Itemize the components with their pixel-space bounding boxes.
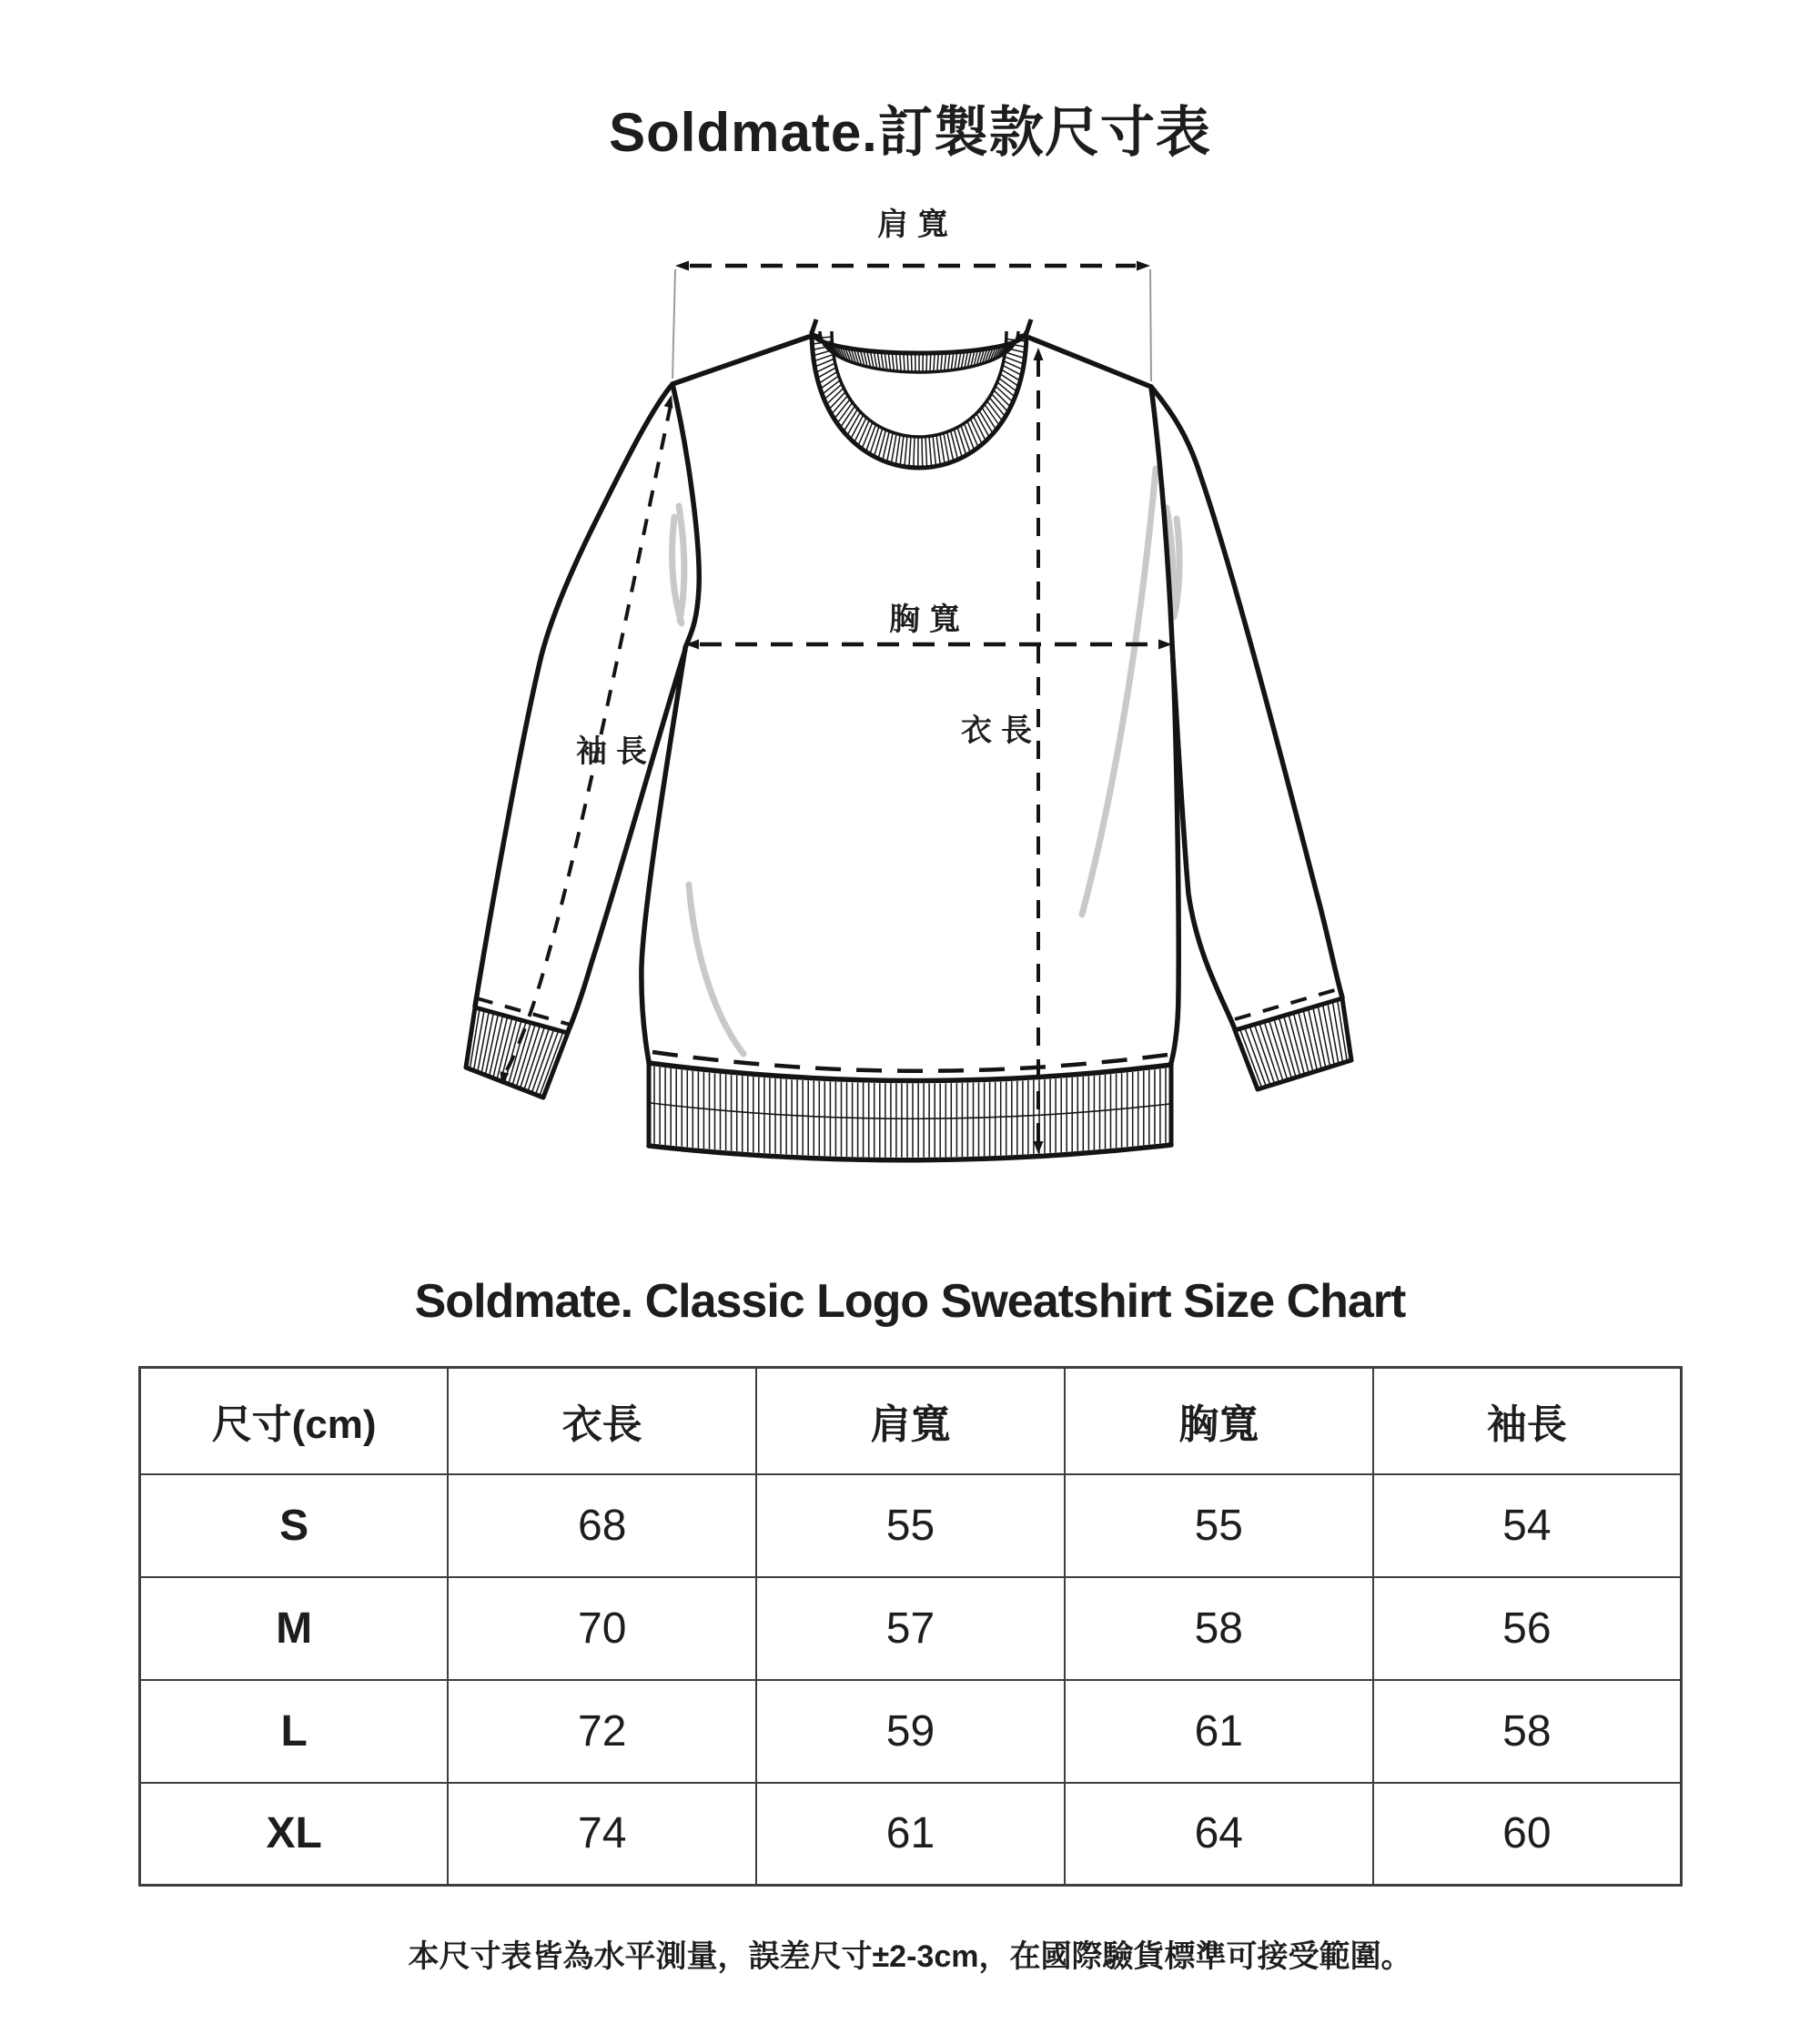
page-title: Soldmate.訂製款尺寸表 [609, 102, 1211, 163]
crease-left-body [689, 885, 743, 1054]
value-cell: 68 [448, 1474, 756, 1577]
value-cell: 57 [756, 1577, 1065, 1680]
value-cell: 64 [1065, 1783, 1373, 1886]
size-chart-title: Soldmate. Classic Logo Sweatshirt Size Chart [414, 1275, 1406, 1328]
value-cell: 74 [448, 1783, 756, 1886]
left-sleeve-inner [568, 650, 685, 1032]
sleeve-length-label: 袖長 [576, 734, 656, 769]
value-cell: 59 [756, 1680, 1065, 1783]
header-row [140, 1368, 1682, 1474]
left-armhole-and-side [642, 384, 699, 1062]
column-header-sleeve: 袖長 [1373, 1368, 1682, 1474]
left-cuff [466, 998, 571, 1098]
crease-right-body [1082, 469, 1156, 915]
column-header-chest: 胸寬 [1065, 1368, 1373, 1474]
size-cell: XL [140, 1783, 449, 1886]
hem-mid-line [651, 1103, 1169, 1118]
column-header-shoulder: 肩寬 [756, 1368, 1065, 1474]
value-cell: 55 [756, 1474, 1065, 1577]
size-table-body [140, 1474, 1682, 1886]
hem-band [649, 1052, 1171, 1160]
shoulder-width-label: 肩寬 [877, 207, 957, 242]
table-row [140, 1680, 1682, 1783]
size-cell: S [140, 1474, 449, 1577]
right-sleeve-inner [1172, 646, 1235, 1029]
body-length-label: 衣長 [961, 713, 1041, 748]
value-cell: 61 [1065, 1680, 1373, 1783]
left-shoulder-seam [672, 337, 809, 384]
value-cell: 61 [756, 1783, 1065, 1886]
value-cell: 72 [448, 1680, 756, 1783]
value-cell: 58 [1373, 1680, 1682, 1783]
value-cell: 70 [448, 1577, 756, 1680]
value-cell: 58 [1065, 1577, 1373, 1680]
column-header-length: 衣長 [448, 1368, 756, 1474]
table-row [140, 1577, 1682, 1680]
shoulder-extension-right [1150, 269, 1151, 381]
value-cell: 60 [1373, 1783, 1682, 1886]
size-table-header [140, 1368, 1682, 1474]
fabric-crease-lines [672, 469, 1180, 1054]
hem-bottom-edge [649, 1145, 1171, 1160]
garment-outline [475, 337, 1342, 1063]
right-cuff [1235, 989, 1351, 1089]
left-sleeve-outer [475, 384, 672, 1007]
table-row [140, 1474, 1682, 1577]
hem-seam-dashed [652, 1052, 1168, 1071]
size-cell: L [140, 1680, 449, 1783]
arrow-down-icon [1034, 1141, 1044, 1154]
value-cell: 54 [1373, 1474, 1682, 1577]
shoulder-extension-left [672, 269, 675, 379]
table-row [140, 1783, 1682, 1886]
value-cell: 56 [1373, 1577, 1682, 1680]
size-table [138, 1366, 1683, 1887]
arrow-right-icon [1137, 261, 1150, 271]
chest-width-label: 胸寬 [889, 602, 969, 637]
right-shoulder-seam [1029, 338, 1151, 387]
collar [812, 319, 1031, 468]
column-header-size: 尺寸(cm) [140, 1368, 449, 1474]
arrow-left-icon [675, 261, 689, 271]
collar-corner-notches [812, 319, 1031, 333]
size-cell: M [140, 1577, 449, 1680]
measurement-note: 本尺寸表皆為水平測量，誤差尺寸±2-3cm，在國際驗貨標準可接受範圍。 [408, 1939, 1412, 1974]
value-cell: 55 [1065, 1474, 1373, 1577]
sweatshirt-diagram [391, 164, 1447, 1238]
arrow-up-icon [1034, 348, 1044, 360]
